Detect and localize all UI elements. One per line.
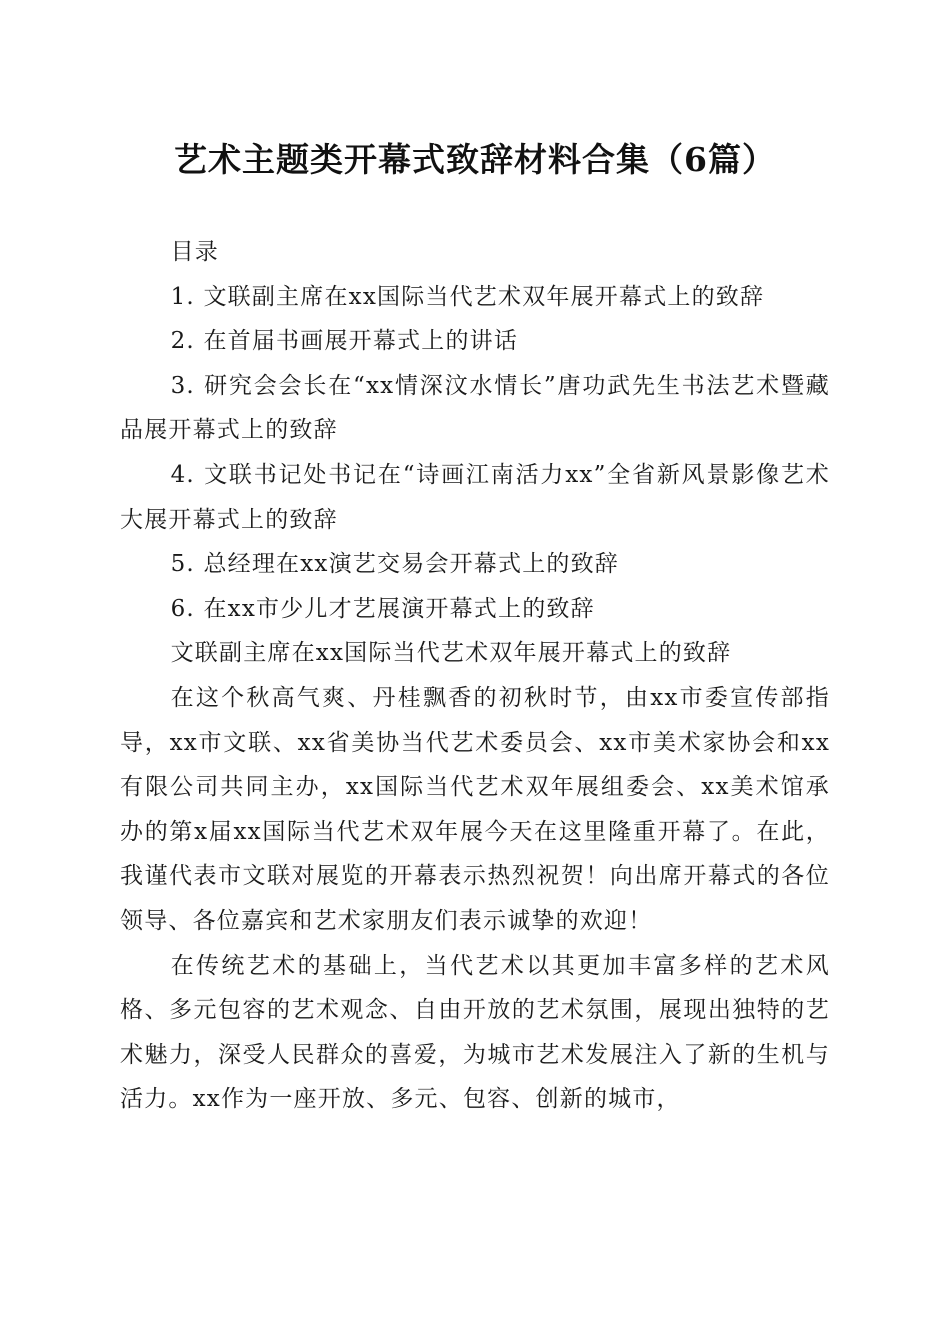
toc-heading: 目录 — [170, 239, 219, 265]
body-paragraph: 在传统艺术的基础上，当代艺术以其更加丰富多样的艺术风格、多元包容的艺术观念、自由开放的艺术氛围，展现出独特的艺术魅力，深受人民群众的喜爱，为城市艺术发展注入了新的生机与活力。xx作为一座开放、多元、包容、创新的城市， — [120, 952, 830, 1113]
toc-item-6: 6. 在xx市少儿才艺展演开幕式上的致辞 — [170, 595, 595, 622]
toc-item-2: 2. 在首届书画展开幕式上的讲话 — [170, 328, 519, 355]
document-title: 艺术主题类开幕式致辞材料合集（6篇） — [174, 140, 776, 179]
body-paragraph: 在这个秋高气爽、丹桂飘香的初秋时节，由xx市委宣传部指导，xx市文联、xx省美协当代艺术委员会、xx市美术家协会和xx有限公司共同主办，xx国际当代艺术双年展组委会、xx美术馆承办的第x届xx国际当代艺术双年展今天在这里隆重开幕了。在此，我谨代表市文联对展览的开幕表示热烈祝贺！向出席开幕式的各位领导、各位嘉宾和艺术家朋友们表示诚挚的欢迎！ — [120, 684, 830, 934]
document-body — [120, 230, 830, 1122]
toc-item-4: 4. 文联书记处书记在“诗画江南活力xx”全省新风景影像艺术大展开幕式上的致辞 — [120, 461, 830, 533]
section-title: 文联副主席在xx国际当代艺术双年展开幕式上的致辞 — [170, 640, 732, 667]
toc-item-3: 3. 研究会会长在“xx情深汶水情长”唐功武先生书法艺术暨藏品展开幕式上的致辞 — [120, 372, 830, 444]
toc-item-1: 1. 文联副主席在xx国际当代艺术双年展开幕式上的致辞 — [170, 283, 765, 310]
toc-item-5: 5. 总经理在xx演艺交易会开幕式上的致辞 — [170, 551, 619, 578]
